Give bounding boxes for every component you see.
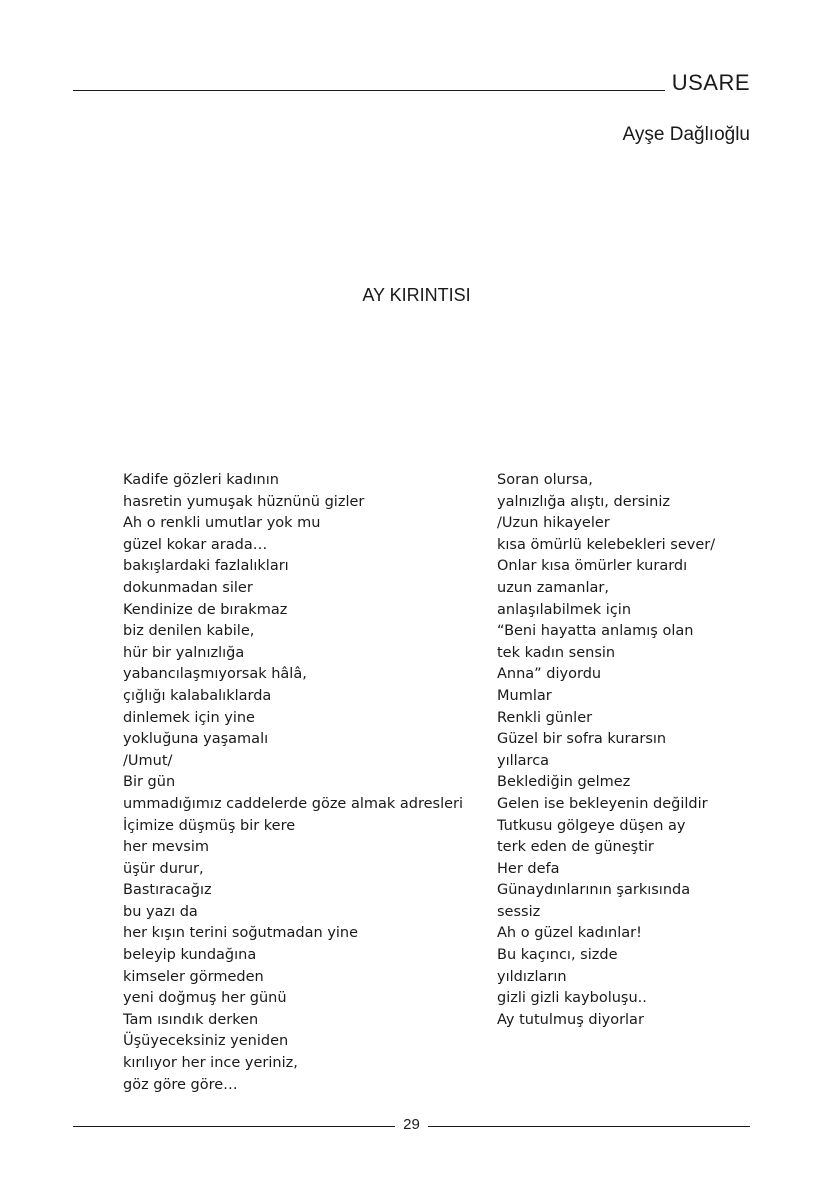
poem-line: Gelen ise bekleyenin değildir xyxy=(497,795,708,812)
poem-line: Ah o renkli umutlar yok mu xyxy=(123,515,321,532)
poem-line: Onlar kısa ömürler kurardı xyxy=(497,558,688,575)
poem-line: sessiz xyxy=(497,903,541,920)
poem-line: Üşüyeceksiniz yeniden xyxy=(123,1033,289,1050)
poem-line: göz göre göre… xyxy=(123,1076,238,1093)
poem-line: üşür durur, xyxy=(123,860,204,877)
poem-line: çığlığı kalabalıklarda xyxy=(123,687,272,704)
page-header xyxy=(73,68,750,96)
poem-line: /Umut/ xyxy=(123,752,173,769)
poem-line: anlaşılabilmek için xyxy=(497,601,632,618)
poem-line: hasretin yumuşak hüznünü gizler xyxy=(123,493,365,510)
footer-rule-right xyxy=(428,1126,750,1127)
poem-line: dokunmadan siler xyxy=(123,579,253,596)
poem-line: yalnızlığa alıştı, dersiniz xyxy=(497,493,671,510)
poem-line: /Uzun hikayeler xyxy=(497,515,610,532)
poem-line: yıldızların xyxy=(497,968,567,985)
poem-line: Beklediğin gelmez xyxy=(497,774,631,791)
poem-line: güzel kokar arada… xyxy=(123,536,268,553)
poem-line: dinlemek için yine xyxy=(123,709,255,726)
poem-line: Ah o güzel kadınlar! xyxy=(497,925,642,942)
poem-line: Günaydınlarının şarkısında xyxy=(497,882,691,899)
poem-line: kimseler görmeden xyxy=(123,968,264,985)
poem-line: gizli gizli kayboluşu.. xyxy=(497,990,647,1007)
poem-line: Tutkusu gölgeye düşen ay xyxy=(497,817,686,834)
poem-line: kısa ömürlü kelebekleri sever/ xyxy=(497,536,716,553)
poem-line: “Beni hayatta anlamış olan xyxy=(497,623,694,640)
poem-line: Ay tutulmuş diyorlar xyxy=(497,1011,644,1028)
poem-line: beleyip kundağına xyxy=(123,947,257,964)
poem-line: yeni doğmuş her günü xyxy=(123,990,287,1007)
author-name: Ayşe Dağlıoğlu xyxy=(622,124,750,145)
poem-line: Bu kaçıncı, sizde xyxy=(497,947,618,964)
page-number: 29 xyxy=(403,1116,420,1133)
poem-line: Bastıracağız xyxy=(123,882,212,899)
poem-line: Kendinize de bırakmaz xyxy=(123,601,288,618)
poem-line: bu yazı da xyxy=(123,903,198,920)
poem-line: yokluğuna yaşamalı xyxy=(123,731,269,748)
poem-line: İçimize düşmüş bir kere xyxy=(123,817,296,834)
poem-line: Her defa xyxy=(497,860,560,877)
page-footer xyxy=(73,1115,750,1137)
poem-line: Soran olursa, xyxy=(497,472,593,488)
poem-line: biz denilen kabile, xyxy=(123,623,255,640)
poem-line: Tam ısındık derken xyxy=(123,1011,259,1028)
poem-right-column xyxy=(497,470,715,1031)
poem-title: AY KIRINTISI xyxy=(362,285,471,305)
poem-line: Bir gün xyxy=(123,774,176,791)
poem-line: hür bir yalnızlığa xyxy=(123,644,245,661)
poem-line: Kadife gözleri kadının xyxy=(123,472,279,488)
poem-line: Anna” diyordu xyxy=(497,666,602,683)
poem-line: yabancılaşmıyorsak hâlâ, xyxy=(123,666,307,683)
header-rule xyxy=(73,90,665,91)
poem-left-column xyxy=(123,470,463,1096)
poem-line: Renkli günler xyxy=(497,709,593,726)
poem-line: uzun zamanlar, xyxy=(497,579,609,596)
poem-line: her mevsim xyxy=(123,839,210,856)
journal-name: USARE xyxy=(671,70,750,95)
poem-line: bakışlardaki fazlalıkları xyxy=(123,558,289,575)
poem-line: Mumlar xyxy=(497,687,552,704)
poem-line: Güzel bir sofra kurarsın xyxy=(497,731,667,748)
poem-line: tek kadın sensin xyxy=(497,644,616,661)
poem-line: her kışın terini soğutmadan yine xyxy=(123,925,359,942)
poem-line: terk eden de güneştir xyxy=(497,839,654,856)
poem-line: ummadığımız caddelerde göze almak adresleri xyxy=(123,795,464,812)
poem-line: kırılıyor her ince yeriniz, xyxy=(123,1055,298,1072)
poem-line: yıllarca xyxy=(497,752,550,769)
